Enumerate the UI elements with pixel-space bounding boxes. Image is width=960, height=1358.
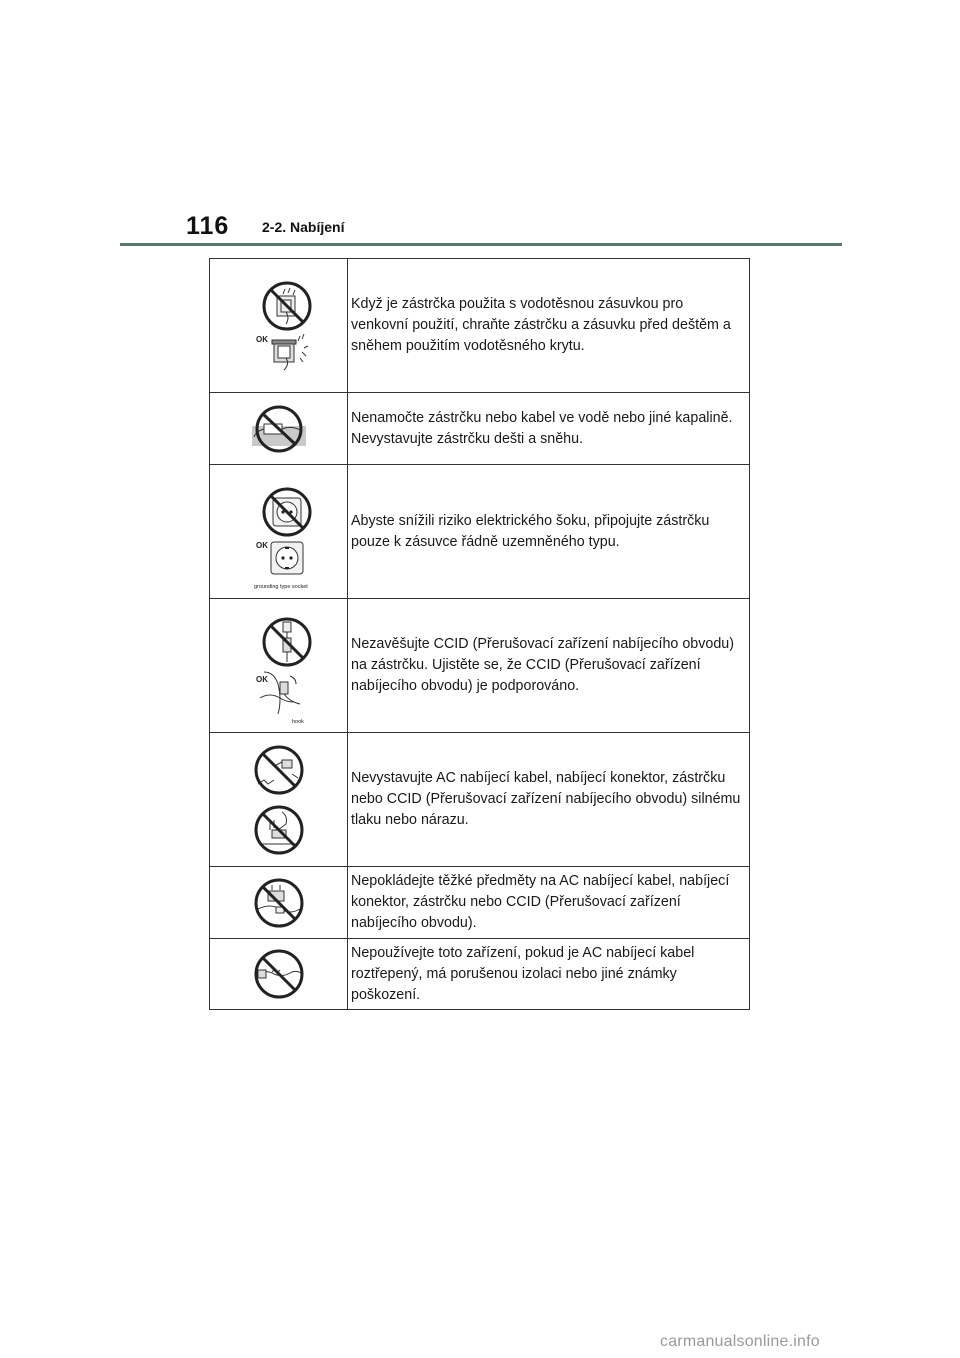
grounding-socket-caption: grounding type socket (254, 584, 308, 590)
prohibited-heavy-objects-icon (252, 877, 306, 929)
ok-label: OK (256, 675, 268, 684)
warning-illustration-cell (210, 599, 348, 732)
hook-caption: hook (292, 719, 304, 725)
warning-text (348, 259, 749, 392)
warning-table (209, 258, 750, 1010)
warning-illustration-cell (210, 733, 348, 866)
supported-ccid-ok-icon (256, 668, 316, 716)
warning-illustration-cell (210, 393, 348, 464)
warning-description: Nepoužívejte toto zařízení, pokud je AC nabíjecí kabel roztřepený, má porušenou izolaci nebo jiné známky poškození. (351, 944, 695, 1003)
ok-label: OK (256, 541, 268, 550)
prohibited-ungrounded-socket-icon (261, 486, 313, 538)
prohibited-damaged-cable-icon (252, 948, 306, 1000)
warning-row (210, 599, 749, 733)
warning-row (210, 939, 749, 1009)
warning-row (210, 393, 749, 465)
warning-description: Když je zástrčka použita s vodotěsnou zásuvkou pro venkovní použití, chraňte zástrčku a zásuvku před deštěm a sněhem použitím vodotěsného krytu. (351, 296, 731, 354)
warning-text (348, 867, 749, 938)
warning-illustration-cell (210, 259, 348, 392)
prohibited-impact-icon (252, 744, 306, 796)
warning-illustration-cell (210, 465, 348, 598)
warning-description: Nenamočte zástrčku nebo kabel ve vodě nebo jiné kapalině. Nevystavujte zástrčku dešti a sněhu. (351, 409, 733, 447)
warning-description: Nevystavujte AC nabíjecí kabel, nabíjecí konektor, zástrčku nebo CCID (Přerušovací zařízení nabíjecího obvodu) silnému tlaku nebo nárazu. (351, 770, 741, 828)
section-title: 2-2. Nabíjení (262, 219, 345, 235)
watermark: carmanualsonline.info (660, 1333, 820, 1350)
warning-illustration-cell (210, 867, 348, 938)
warning-text (348, 733, 749, 866)
warning-text (348, 939, 749, 1009)
warning-description: Nepokládejte těžké předměty na AC nabíjecí kabel, nabíjecí konektor, zástrčku nebo CCID (Přerušovací zařízení nabíjecího obvodu). (351, 873, 730, 931)
warning-row (210, 465, 749, 599)
prohibited-hanging-ccid-icon (261, 616, 313, 668)
warning-description: Nezavěšujte CCID (Přerušovací zařízení nabíjecího obvodu) na zástrčku. Ujistěte se, že CCID (Přerušovací zařízení nabíjecího obvodu) je podporováno. (351, 636, 735, 694)
warning-text (348, 465, 749, 598)
warning-row (210, 733, 749, 867)
page-number: 116 (186, 212, 230, 240)
ok-label: OK (256, 335, 268, 344)
covered-outlet-ok-icon (266, 332, 312, 372)
warning-text (348, 393, 749, 464)
warning-description: Abyste snížili riziko elektrického šoku, připojujte zástrčku pouze k zásuvce řádně uzemněného typu. (351, 512, 710, 550)
warning-row (210, 867, 749, 939)
prohibited-outlet-in-rain-icon (261, 280, 313, 332)
prohibited-pressure-icon (252, 804, 306, 856)
warning-illustration-cell (210, 939, 348, 1009)
warning-text (348, 599, 749, 732)
warning-row (210, 259, 749, 393)
header-divider (120, 243, 842, 246)
grounding-socket-ok-icon (267, 538, 307, 578)
prohibited-plug-in-water-icon (250, 404, 308, 454)
